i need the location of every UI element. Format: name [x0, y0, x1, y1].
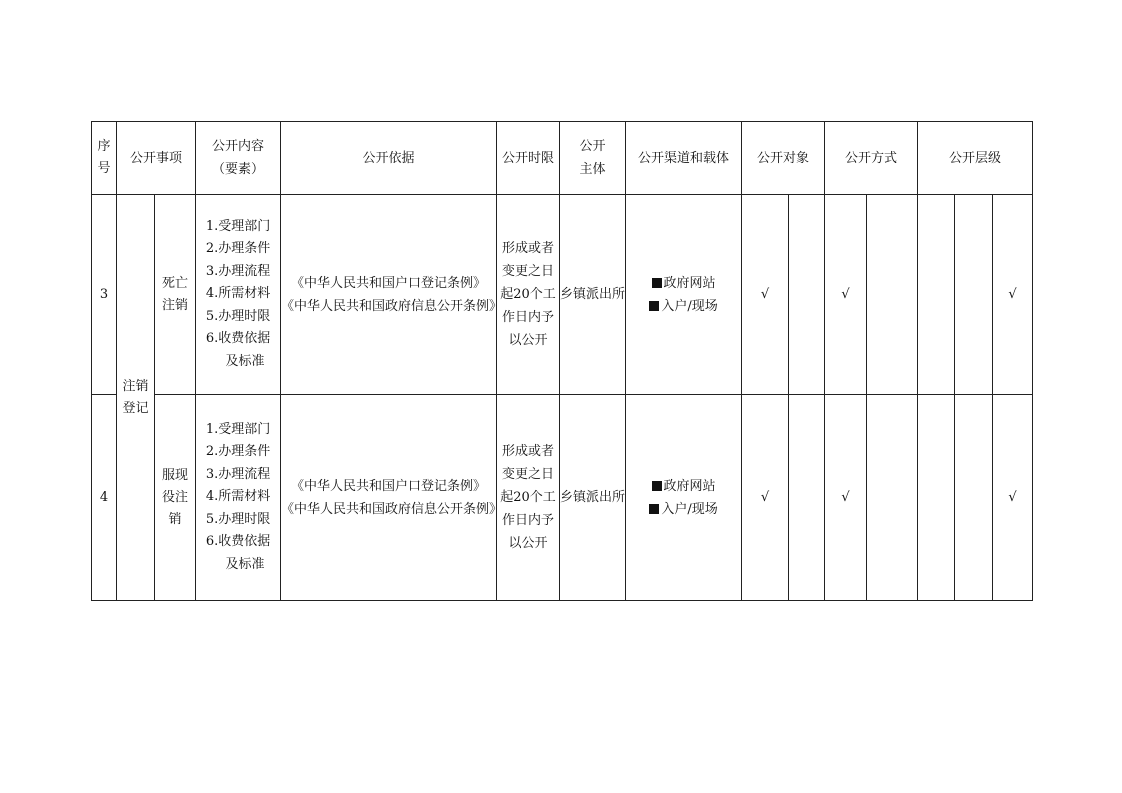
- channel-cell: 政府网站 入户/现场: [626, 195, 742, 395]
- basis-line: 《中华人民共和国政府信息公开条例》: [281, 298, 503, 314]
- target-empty: [789, 195, 825, 395]
- basis-cell: [281, 395, 503, 601]
- method-empty: [867, 195, 918, 395]
- content-item: 2.办理条件: [205, 241, 271, 257]
- content-item: 4.所需材料: [205, 489, 271, 505]
- level-empty: [918, 195, 955, 395]
- square-bullet-icon: [652, 278, 662, 288]
- basis-line: 《中华人民共和国政府信息公开条例》: [281, 501, 503, 517]
- basis-line: 《中华人民共和国户口登记条例》: [291, 275, 487, 291]
- header-time: 公开时限: [497, 122, 560, 195]
- header-channel: 公开渠道和载体: [626, 122, 742, 195]
- content-item: 3.办理流程: [205, 263, 271, 279]
- square-bullet-icon: [649, 504, 659, 514]
- disclosure-table: [91, 121, 1033, 601]
- table-row: [92, 395, 1033, 601]
- sub-item: 死亡注销: [155, 195, 196, 395]
- target-check: √: [742, 395, 789, 601]
- level-empty: [955, 395, 993, 601]
- level-empty: [955, 195, 993, 395]
- content-item: 1.受理部门: [205, 218, 271, 234]
- group-label: 注销登记: [117, 195, 155, 601]
- row-seq: 3: [92, 195, 117, 395]
- level-check: √: [993, 395, 1033, 601]
- content-list: [196, 195, 281, 395]
- subject-cell: 乡镇派出所: [560, 395, 626, 601]
- row-seq: 4: [92, 395, 117, 601]
- square-bullet-icon: [652, 481, 662, 491]
- content-item: 6.收费依据: [205, 331, 271, 347]
- method-check: √: [825, 195, 867, 395]
- sub-item: 服现役注销: [155, 395, 196, 601]
- basis-line: 《中华人民共和国户口登记条例》: [291, 478, 487, 494]
- content-item: 4.所需材料: [205, 286, 271, 302]
- content-item: 5.办理时限: [205, 308, 271, 324]
- target-check: √: [742, 195, 789, 395]
- header-row: [92, 122, 1033, 195]
- method-empty: [867, 395, 918, 601]
- header-method: 公开方式: [825, 122, 918, 195]
- header-content: 公开内容 （要素）: [196, 122, 281, 195]
- header-basis: 公开依据: [281, 122, 497, 195]
- time-cell: 形成或者变更之日起20个工作日内予以公开: [497, 395, 560, 601]
- basis-cell: [281, 195, 503, 395]
- header-target: 公开对象: [742, 122, 825, 195]
- content-item: 3.办理流程: [205, 466, 271, 482]
- content-item: 6.收费依据: [205, 534, 271, 550]
- header-level: 公开层级: [918, 122, 1033, 195]
- content-item: 5.办理时限: [205, 511, 271, 527]
- square-bullet-icon: [649, 301, 659, 311]
- header-item: 公开事项: [117, 122, 196, 195]
- content-item: 及标准: [225, 353, 265, 369]
- header-seq: 序号: [92, 122, 117, 195]
- level-check: √: [993, 195, 1033, 395]
- level-empty: [918, 395, 955, 601]
- content-item: 及标准: [225, 556, 265, 572]
- table-row: [92, 195, 1033, 395]
- method-check: √: [825, 395, 867, 601]
- channel-cell: 政府网站 入户/现场: [626, 395, 742, 601]
- header-subject: 公开 主体: [560, 122, 626, 195]
- content-list: [196, 395, 281, 601]
- content-item: 1.受理部门: [205, 421, 271, 437]
- time-cell: 形成或者变更之日起20个工作日内予以公开: [497, 195, 560, 395]
- subject-cell: 乡镇派出所: [560, 195, 626, 395]
- content-item: 2.办理条件: [205, 444, 271, 460]
- target-empty: [789, 395, 825, 601]
